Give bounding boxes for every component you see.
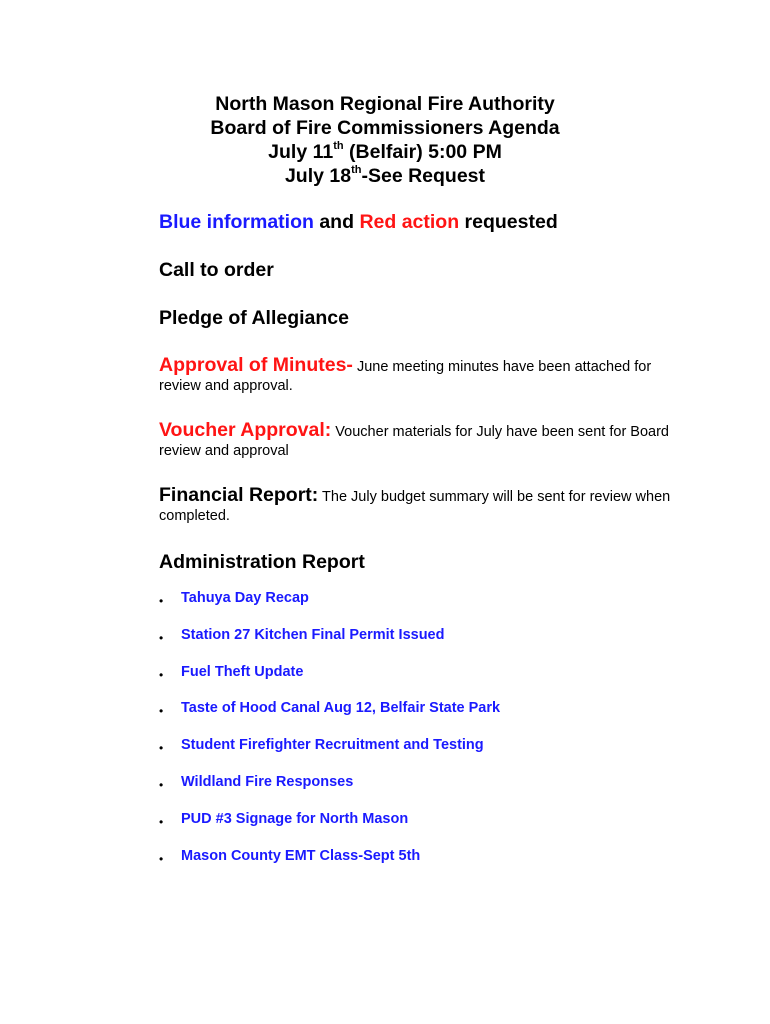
admin-item-text: Taste of Hood Canal Aug 12, Belfair State Park bbox=[181, 700, 501, 717]
admin-item-text: Wildland Fire Responses bbox=[181, 773, 354, 790]
board-title: Board of Fire Commissioners Agenda bbox=[210, 117, 560, 139]
bullet-icon: • bbox=[159, 704, 164, 719]
list-item bbox=[159, 664, 679, 701]
org-title: North Mason Regional Fire Authority bbox=[215, 93, 555, 115]
legend-red: Red action bbox=[359, 211, 460, 233]
list-item bbox=[159, 590, 679, 627]
list-item bbox=[159, 737, 679, 774]
administration-report-heading: Administration Report bbox=[159, 551, 365, 573]
admin-item-text: Student Firefighter Recruitment and Testing bbox=[181, 737, 484, 754]
meeting-date: July 11th (Belfair) 5:00 PM bbox=[268, 139, 502, 163]
approval-of-minutes bbox=[159, 356, 679, 396]
financial-text: The July budget summary will be sent for review when completed. bbox=[159, 489, 671, 524]
legend-blue: Blue information bbox=[159, 211, 314, 233]
admin-item-text: PUD #3 Signage for North Mason bbox=[181, 810, 409, 827]
pledge-of-allegiance: Pledge of Allegiance bbox=[159, 307, 349, 329]
financial-report bbox=[159, 486, 679, 526]
voucher-approval bbox=[159, 421, 679, 461]
list-item bbox=[159, 811, 679, 848]
color-legend: Blue information and Red action requested bbox=[159, 211, 558, 233]
list-item bbox=[159, 774, 679, 811]
admin-item-text: Fuel Theft Update bbox=[181, 663, 304, 680]
list-item bbox=[159, 627, 679, 664]
financial-heading: Financial Report: bbox=[159, 484, 319, 506]
bullet-icon: • bbox=[159, 630, 164, 645]
request-date: July 18th-See Request bbox=[284, 163, 486, 187]
bullet-icon: • bbox=[159, 814, 164, 829]
bullet-icon: • bbox=[159, 667, 164, 682]
admin-item-text: Tahuya Day Recap bbox=[181, 590, 309, 606]
administration-items bbox=[159, 590, 679, 884]
admin-item-text: Mason County EMT Class-Sept 5th bbox=[181, 847, 421, 864]
bullet-icon: • bbox=[159, 777, 164, 792]
list-item bbox=[159, 700, 679, 737]
bullet-icon: • bbox=[159, 594, 164, 608]
list-item bbox=[159, 848, 679, 885]
minutes-text: June meeting minutes have been attached for review and approval. bbox=[159, 359, 652, 394]
agenda-header bbox=[0, 92, 770, 188]
bullet-icon: • bbox=[159, 741, 164, 756]
call-to-order: Call to order bbox=[159, 259, 274, 281]
voucher-heading: Voucher Approval: bbox=[159, 419, 332, 441]
voucher-text: Voucher materials for July have been sent for Board review and approval bbox=[159, 424, 669, 459]
admin-item-text: Station 27 Kitchen Final Permit Issued bbox=[181, 626, 445, 643]
bullet-icon: • bbox=[159, 851, 164, 866]
minutes-heading: Approval of Minutes- bbox=[159, 354, 353, 376]
